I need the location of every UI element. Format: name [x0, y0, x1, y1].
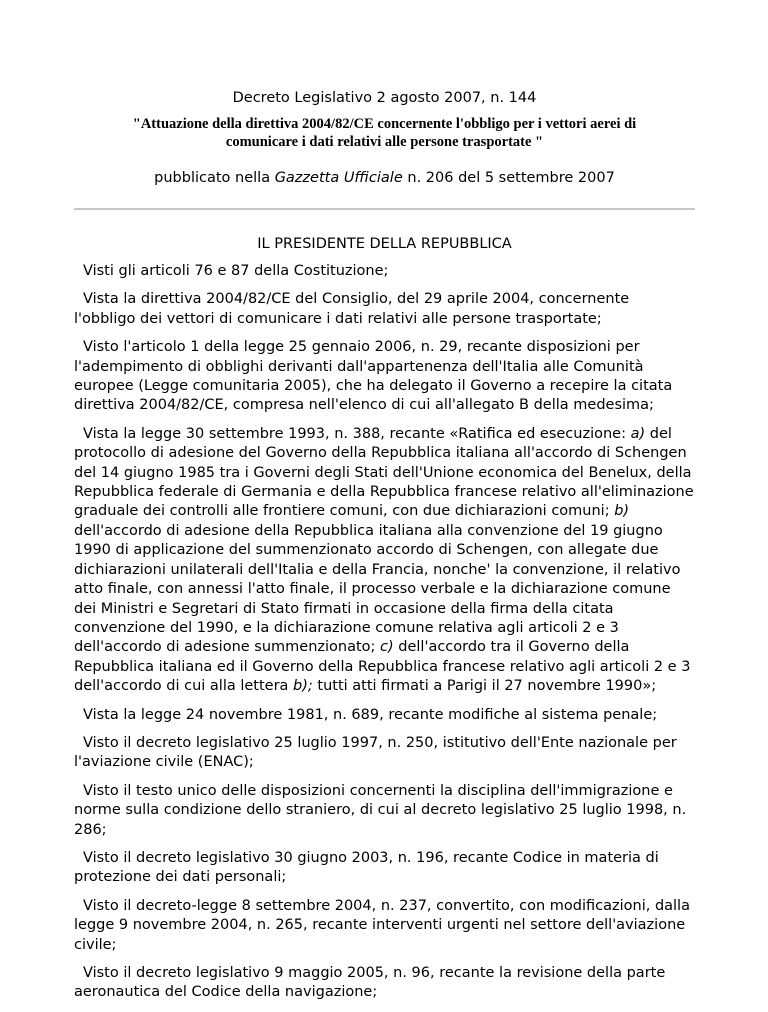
item-letter-b: b)	[614, 503, 630, 520]
text-segment: dell'accordo tra il Governo della Repubblica italiana ed il Governo della Repubblica francese relativo agli articoli 2 e 3 dell'accordo di cui alla lettera	[74, 639, 691, 695]
paragraph-costituzione: Visti gli articoli 76 e 87 della Costituzione;	[83, 263, 389, 279]
decree-subtitle-line-2: comunicare i dati relativi alle persone trasportate "	[225, 134, 544, 150]
publication-prefix: pubblicato nella	[154, 170, 275, 186]
publication-suffix: n. 206 del 5 settembre 2007	[402, 170, 615, 186]
text-segment: Vista la legge 30 settembre 1993, n. 388, recante «Ratifica ed esecuzione:	[83, 425, 631, 442]
horizontal-divider	[74, 208, 695, 210]
paragraph-legge-comunitaria: Visto l'articolo 1 della legge 25 gennaio 2006, n. 29, recante disposizioni per l'adempimento di obblighi derivanti dall'appartenenza dell'Italia alle Comunità europee (Legge comunitaria 2005), che ha delegato il Governo a recepire la citata direttiva 2004/82/CE, compresa nell'elenco di cui all'allegato B della medesima;	[74, 339, 673, 414]
decree-title: Decreto Legislativo 2 agosto 2007, n. 144	[232, 90, 537, 106]
paragraph-immigrazione: Visto il testo unico delle disposizioni concernenti la disciplina dell'immigrazione e norme sulla condizione dello straniero, di cui al decreto legislativo 25 luglio 1998, n. 286;	[74, 782, 687, 838]
document-page	[74, 88, 695, 1012]
paragraph-enac: Visto il decreto legislativo 25 luglio 1997, n. 250, istitutivo dell'Ente nazionale per l'aviazione civile (ENAC);	[74, 734, 677, 771]
text-segment: dell'accordo di adesione della Repubblica italiana alla convenzione del 19 giugno 1990 di applicazione del summenzionato accordo di Schengen, con allegate due dichiarazioni unilaterali dell'Italia e della Francia, nonche' la convenzione, il relativo atto finale, con annessi l'atto finale, il processo verbale e la dichiarazione comune dei Ministri e Segretari di Stato firmati in occasione della firma della citata convenzione del 1990, e la dichiarazione comune relativa agli articoli 2 e 3 dell'accordo di adesione summenzionato;	[74, 522, 681, 656]
paragraph-direttiva: Vista la direttiva 2004/82/CE del Consiglio, del 29 aprile 2004, concernente l'obbligo dei vettori di comunicare i dati relativi alle persone trasportate;	[74, 291, 630, 327]
item-letter-c: c)	[380, 639, 394, 656]
publication-note	[74, 168, 695, 188]
text-segment: del protocollo di adesione del Governo della Repubblica italiana all'accordo di Schengen del 14 giugno 1985 tra i Governi degli Stati dell'Unione economica del Benelux, della Repubblica federale di Germania e della Repubblica francese relativo all'eliminazione graduale dei controlli alle frontiere comuni, con due dichiarazioni comuni;	[74, 425, 694, 520]
decree-subtitle-line-1: "Attuazione della direttiva 2004/82/CE concernente l'obbligo per i vettori aerei di	[132, 116, 637, 132]
text-segment: tutti atti firmati a Parigi il 27 novembre 1990»;	[312, 678, 657, 695]
paragraph-aviazione-civile: Visto il decreto-legge 8 settembre 2004, n. 237, convertito, con modificazioni, dalla legge 9 novembre 2004, n. 265, recante interventi urgenti nel settore dell'aviazione civile;	[74, 897, 690, 953]
paragraph-schengen	[74, 425, 695, 697]
paragraph-dati-personali: Visto il decreto legislativo 30 giugno 2003, n. 196, recante Codice in materia di protezione dei dati personali;	[74, 849, 659, 886]
paragraph-codice-navigazione: Visto il decreto legislativo 9 maggio 2005, n. 96, recante la revisione della parte aeronautica del Codice della navigazione;	[74, 965, 666, 1001]
paragraph-sistema-penale: Vista la legge 24 novembre 1981, n. 689, recante modifiche al sistema penale;	[83, 706, 658, 723]
item-letter-b-ref: b);	[293, 678, 313, 695]
section-heading: IL PRESIDENTE DELLA REPUBBLICA	[257, 236, 512, 252]
gazette-name: Gazzetta Ufficiale	[274, 170, 403, 186]
item-letter-a: a)	[630, 425, 646, 442]
decree-subtitle	[74, 115, 695, 151]
